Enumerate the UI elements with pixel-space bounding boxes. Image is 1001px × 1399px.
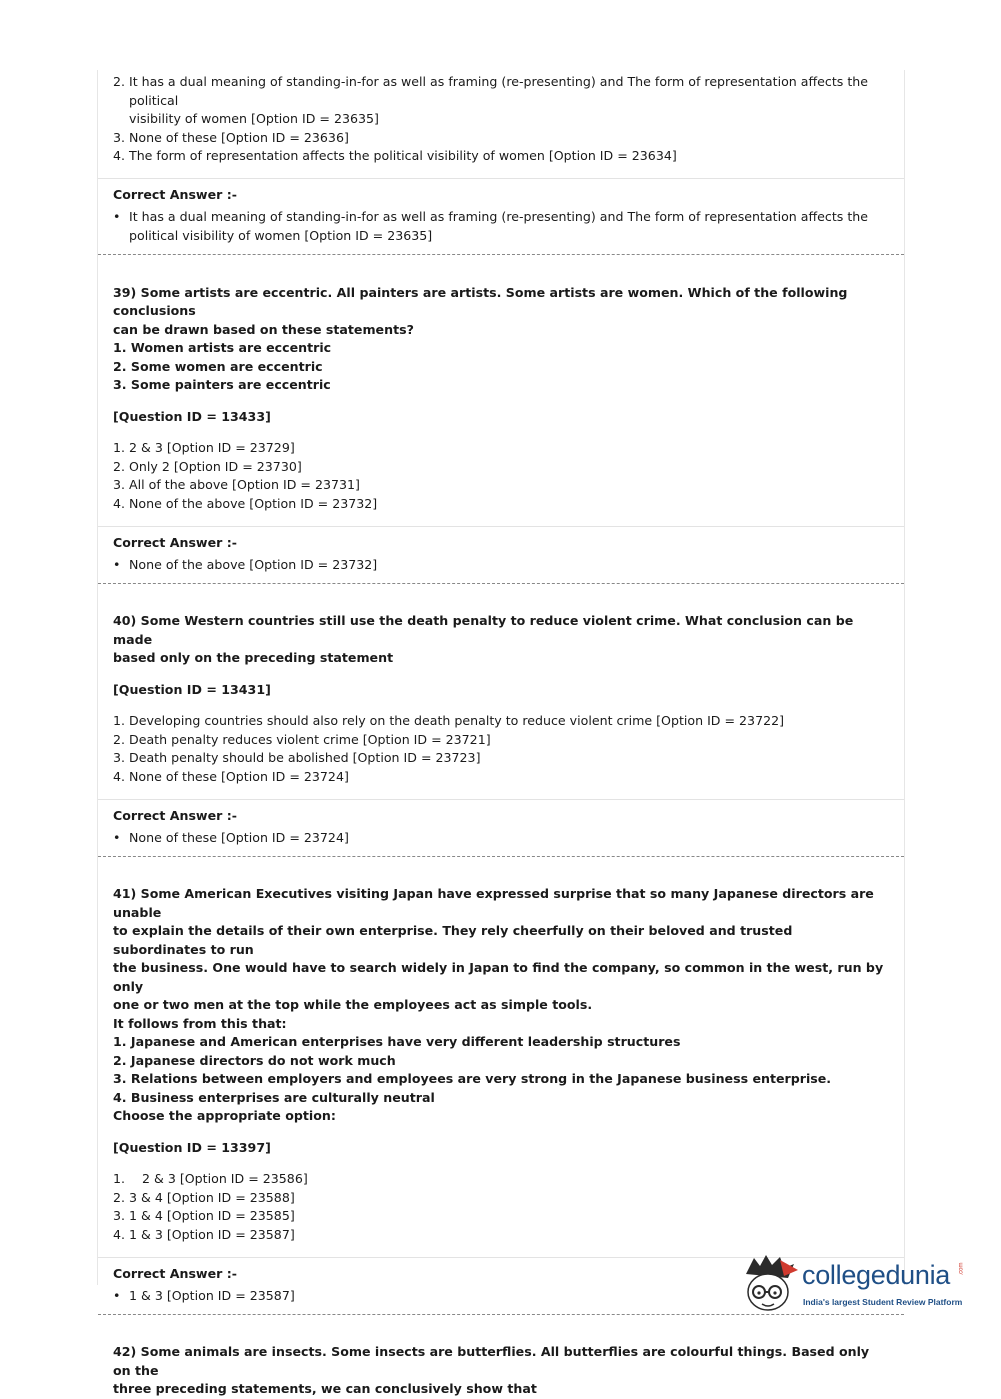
option-item: 4. 1 & 3 [Option ID = 23587] bbox=[113, 1226, 295, 1242]
question-id: [Question ID = 13397] bbox=[113, 1139, 271, 1155]
question-text: 2. Some women are eccentric bbox=[113, 358, 323, 374]
question-text: can be drawn based on these statements? bbox=[113, 321, 414, 337]
question-text: 3. Some painters are eccentric bbox=[113, 377, 331, 392]
question-38-answer bbox=[98, 179, 904, 245]
question-text: to explain the details of their own enterprise. They rely cheerfully on their beloved and trusted subordinates to run bbox=[113, 923, 793, 957]
question-text: 3. Relations between employers and employees are very strong in the Japanese business enterprise. bbox=[113, 1071, 832, 1086]
option-item: 3. None of these [Option ID = 23636] bbox=[113, 129, 349, 145]
option-item: 2. It has a dual meaning of standing-in-for as well as framing (re-presenting) and The form of representation affects the political bbox=[113, 74, 869, 108]
correct-answer-continuation: political visibility of women [Option ID = 23635] bbox=[129, 227, 433, 243]
question-text: based only on the preceding statement bbox=[113, 650, 394, 665]
correct-answer: • None of the above [Option ID = 23732] bbox=[113, 557, 378, 572]
question-text: 41) Some American Executives visiting Japan have expressed surprise that so many Japanese directors are unable bbox=[113, 886, 874, 920]
logo-wordmark: collegedunia bbox=[802, 1260, 951, 1290]
question-text: three preceding statements, we can conclusively show that bbox=[113, 1381, 537, 1396]
question-text: the business. One would have to search widely in Japan to find the company, so common in the west, run by only bbox=[113, 960, 884, 994]
question-text: 2. Japanese directors do not work much bbox=[113, 1052, 396, 1068]
correct-answer-title: Correct Answer :- bbox=[113, 808, 237, 823]
option-item: 3. Death penalty should be abolished [Option ID = 23723] bbox=[113, 750, 481, 765]
correct-answer: • It has a dual meaning of standing-in-for as well as framing (re-presenting) and The form of representation affects the bbox=[113, 208, 869, 224]
question-42 bbox=[98, 1315, 904, 1399]
question-39 bbox=[98, 255, 904, 514]
correct-answer: • None of these [Option ID = 23724] bbox=[113, 830, 349, 845]
question-text: 39) Some artists are eccentric. All painters are artists. Some artists are women. Which of the following conclusions bbox=[113, 284, 848, 318]
correct-answer-title: Correct Answer :- bbox=[113, 186, 237, 202]
question-38-options bbox=[98, 70, 904, 166]
mascot-icon bbox=[740, 1252, 800, 1317]
logo-tagline: India's largest Student Review Platform bbox=[803, 1297, 963, 1307]
option-item: 2. Only 2 [Option ID = 23730] bbox=[113, 458, 302, 474]
question-text: Choose the appropriate option: bbox=[113, 1108, 336, 1123]
option-item: 3. All of the above [Option ID = 23731] bbox=[113, 477, 360, 492]
option-item: 1. 2 & 3 [Option ID = 23729] bbox=[113, 440, 295, 455]
option-item: 4. None of these [Option ID = 23724] bbox=[113, 768, 349, 784]
question-text: 1. Japanese and American enterprises have very different leadership structures bbox=[113, 1034, 681, 1049]
question-text: 1. Women artists are eccentric bbox=[113, 340, 332, 355]
question-40-answer bbox=[98, 800, 904, 847]
question-39-answer bbox=[98, 527, 904, 574]
option-item: 4. The form of representation affects the political visibility of women [Option ID = 23634] bbox=[113, 148, 677, 163]
correct-answer-title: Correct Answer :- bbox=[113, 1266, 237, 1281]
question-id: [Question ID = 13431] bbox=[113, 681, 271, 697]
option-item: 2. 3 & 4 [Option ID = 23588] bbox=[113, 1189, 295, 1205]
question-text: 4. Business enterprises are culturally neutral bbox=[113, 1089, 435, 1105]
question-41 bbox=[98, 857, 904, 1244]
option-item: 1. 2 & 3 [Option ID = 23586] bbox=[113, 1171, 308, 1186]
option-item: 4. None of the above [Option ID = 23732] bbox=[113, 495, 378, 511]
question-40 bbox=[98, 584, 904, 786]
question-id: [Question ID = 13433] bbox=[113, 408, 271, 424]
question-text: one or two men at the top while the employees act as simple tools. bbox=[113, 997, 593, 1012]
correct-answer-title: Correct Answer :- bbox=[113, 535, 237, 550]
question-text: 42) Some animals are insects. Some insects are butterflies. All butterflies are colourful things. Based only on the bbox=[113, 1344, 870, 1378]
question-text: 40) Some Western countries still use the death penalty to reduce violent crime. What conclusion can be made bbox=[113, 613, 854, 647]
option-item: 2. Death penalty reduces violent crime [Option ID = 23721] bbox=[113, 731, 491, 747]
option-continuation: visibility of women [Option ID = 23635] bbox=[129, 111, 379, 126]
option-item: 1. Developing countries should also rely on the death penalty to reduce violent crime [Option ID = 23722] bbox=[113, 713, 785, 728]
logo-domain: .com bbox=[958, 1262, 965, 1276]
question-text: It follows from this that: bbox=[113, 1015, 287, 1031]
correct-answer: • 1 & 3 [Option ID = 23587] bbox=[113, 1288, 295, 1303]
collegedunia-logo bbox=[740, 1252, 980, 1317]
option-item: 3. 1 & 4 [Option ID = 23585] bbox=[113, 1208, 295, 1223]
